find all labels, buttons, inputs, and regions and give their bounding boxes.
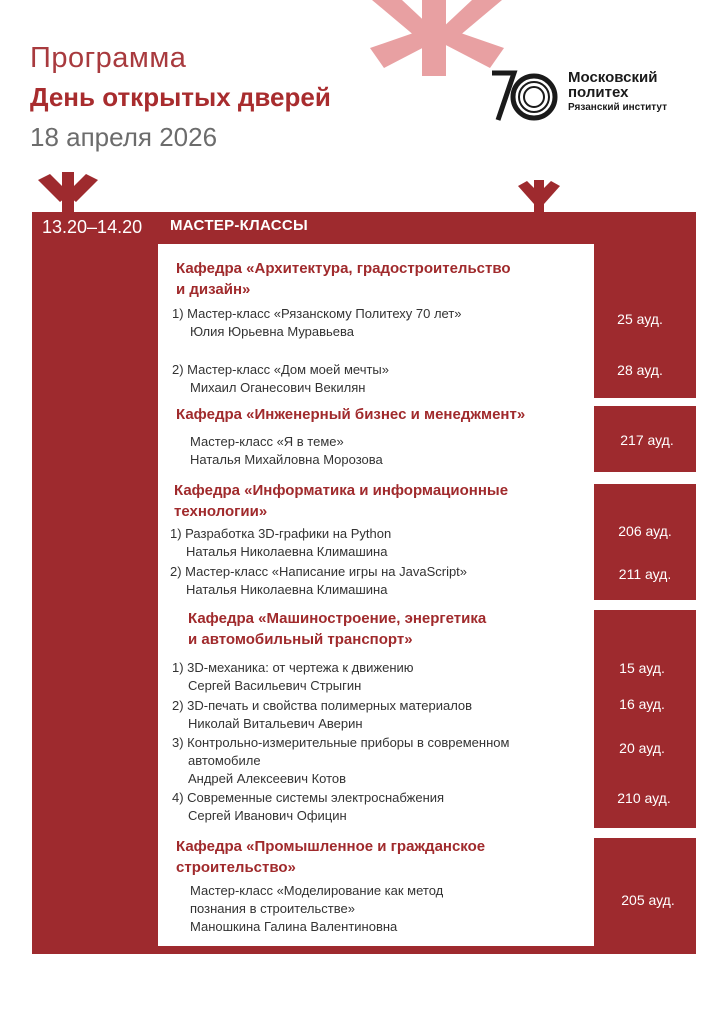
event-date: 18 апреля 2026 <box>30 122 218 152</box>
page-title: День открытых дверей <box>30 82 331 112</box>
department-title: Кафедра «Инженерный бизнес и менеджмент» <box>176 406 526 423</box>
department-title: Кафедра «Информатика и информационные технологии» <box>174 482 509 520</box>
room-divider <box>594 398 696 406</box>
department-title: Кафедра «Машиностроение, энергетика и автомобильный транспорт» <box>188 610 487 648</box>
department-title: Кафедра «Архитектура, градостроительство и дизайн» <box>176 260 511 298</box>
room-label: 15 ауд. <box>619 660 665 676</box>
room-label: 217 ауд. <box>620 432 674 448</box>
institute-name: Московский политех Рязанский институт <box>568 69 667 113</box>
list-item: 3) Контрольно-измерительные приборы в современном автомобиле Андрей Алексеевич Котов <box>172 735 510 786</box>
program-label: Программа <box>30 42 187 74</box>
room-label: 211 ауд. <box>618 566 672 582</box>
snowflake-decoration-right <box>516 180 562 216</box>
list-item: 2) 3D-печать и свойства полимерных материалов Николай Витальевич Аверин <box>172 698 473 731</box>
room-divider <box>594 600 696 610</box>
room-label: 210 ауд. <box>617 790 671 806</box>
list-item: Мастер-класс «Моделирование как метод познания в строительстве» Маношкина Галина Валентиновна <box>190 883 444 934</box>
room-divider <box>594 828 696 838</box>
list-item: Мастер-класс «Я в теме» Наталья Михайловна Морозова <box>190 434 383 467</box>
room-label: 205 ауд. <box>621 892 675 908</box>
section-time: 13.20–14.20 <box>42 217 143 237</box>
list-item: 2) Мастер-класс «Дом моей мечты» Михаил Оганесович Векилян <box>172 362 390 395</box>
snowflake-decoration-top <box>362 0 512 80</box>
room-divider <box>594 472 696 484</box>
room-label: 206 ауд. <box>618 523 672 539</box>
snowflake-decoration-left <box>36 172 100 216</box>
room-label: 20 ауд. <box>619 740 665 756</box>
department-title: Кафедра «Промышленное и гражданское строительство» <box>176 838 486 876</box>
list-item: 2) Мастер-класс «Написание игры на JavaScript» Наталья Николаевна Климашина <box>170 564 468 597</box>
room-label: 25 ауд. <box>617 311 663 327</box>
room-label: 28 ауд. <box>617 362 663 378</box>
polytech-70-logo-icon <box>490 70 560 124</box>
room-label: 16 ауд. <box>619 696 665 712</box>
section-title: МАСТЕР-КЛАССЫ <box>170 217 308 234</box>
list-item: 4) Современные системы электроснабжения Сергей Иванович Официн <box>172 790 445 823</box>
list-item: 1) Разработка 3D-графики на Python Наталья Николаевна Климашина <box>170 526 392 559</box>
list-item: 1) 3D-механика: от чертежа к движению Сергей Васильевич Стрыгин <box>172 660 414 693</box>
list-item: 1) Мастер-класс «Рязанскому Политеху 70 лет» Юлия Юрьевна Муравьева <box>172 306 462 339</box>
